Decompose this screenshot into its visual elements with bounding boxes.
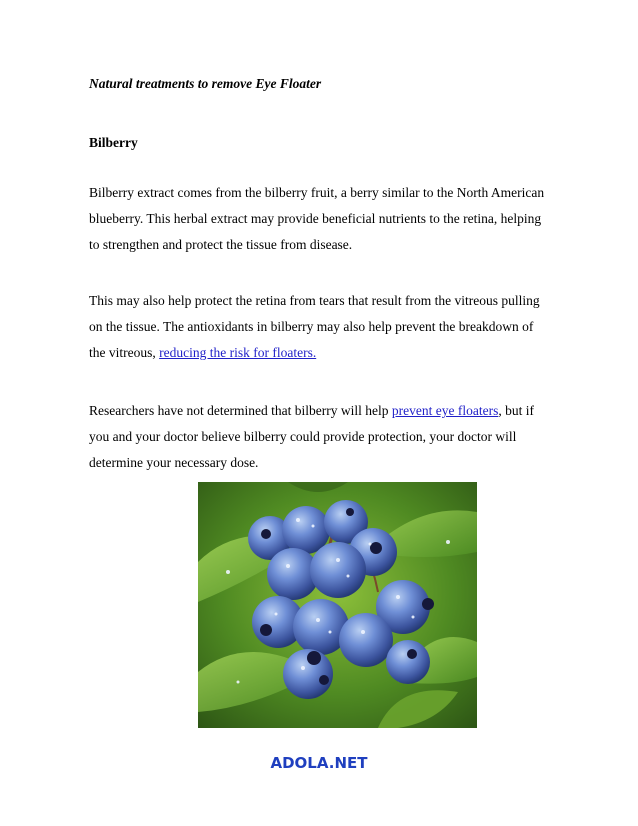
paragraph-line: on the tissue. The antioxidants in bilberry may also help prevent the breakdown of [89, 319, 534, 334]
bilberry-photo [198, 482, 477, 728]
paragraph-research [89, 398, 559, 476]
paragraph-line: This may also help protect the retina from tears that result from the vitreous pulling [89, 293, 540, 308]
paragraph-line: Bilberry extract comes from the bilberry fruit, a berry similar to the North American [89, 185, 545, 200]
paragraph-text: the vitreous, [89, 345, 160, 360]
paragraph-line: blueberry. This herbal extract may provide beneficial nutrients to the retina, helping [89, 211, 542, 226]
paragraph-line: determine your necessary dose. [89, 455, 259, 470]
prevent-eye-floaters-link[interactable]: prevent eye floaters [391, 403, 499, 418]
paragraph-line: you and your doctor believe bilberry could provide protection, your doctor will [89, 429, 517, 444]
paragraph-line [89, 340, 559, 366]
section-title-bilberry: Bilberry [89, 135, 138, 150]
paragraph-text: Researchers have not determined that bilberry will help [89, 403, 392, 418]
reducing-floaters-link[interactable]: reducing the risk for floaters. [159, 345, 317, 360]
document-heading: Natural treatments to remove Eye Floater [89, 76, 322, 91]
paragraph-line: to strengthen and protect the tissue from disease. [89, 237, 353, 252]
paragraph-line [89, 398, 559, 424]
footer-brand-watermark: ADOLA.NET [270, 754, 368, 772]
paragraph-bilberry-intro [89, 180, 559, 258]
paragraph-text: , but if [498, 403, 534, 418]
paragraph-retina-protection [89, 288, 559, 366]
